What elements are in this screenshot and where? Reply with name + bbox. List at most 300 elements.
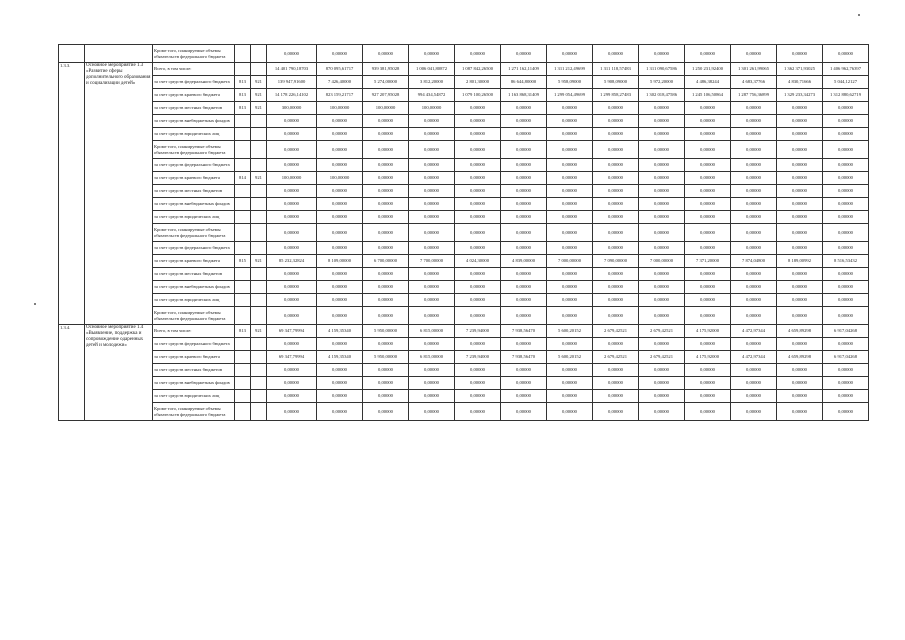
amount-cell: 0,00000 <box>823 268 869 281</box>
table-row <box>59 307 869 325</box>
amount-cell: 0,00000 <box>267 159 317 172</box>
amount-cell: 0,00000 <box>731 338 777 351</box>
amount-cell: 0,00000 <box>501 159 547 172</box>
amount-cell: 0,00000 <box>267 403 317 421</box>
rz-code: 921 <box>251 325 267 338</box>
table-row <box>59 294 869 307</box>
amount-cell: 1 163 868,31409 <box>501 89 547 102</box>
amount-cell: 8 109,00000 <box>317 255 363 268</box>
amount-cell: 5 950,00000 <box>363 351 409 364</box>
amount-cell: 0,00000 <box>685 281 731 294</box>
amount-cell: 0,00000 <box>777 115 823 128</box>
amount-cell: 100,00000 <box>317 102 363 115</box>
grbs-code <box>235 242 251 255</box>
amount-cell: 2 801,30000 <box>455 76 501 89</box>
amount-cell: 0,00000 <box>455 268 501 281</box>
amount-cell: 0,00000 <box>267 294 317 307</box>
amount-cell: 0,00000 <box>593 211 639 224</box>
amount-cell: 0,00000 <box>823 45 869 63</box>
amount-cell: 0,00000 <box>823 338 869 351</box>
amount-cell: 0,00000 <box>501 390 547 403</box>
amount-cell: 0,00000 <box>731 128 777 141</box>
amount-cell: 0,00000 <box>409 141 455 159</box>
amount-cell: 0,00000 <box>639 141 685 159</box>
amount-cell: 0,00000 <box>363 294 409 307</box>
amount-cell: 0,00000 <box>455 102 501 115</box>
rz-code <box>251 281 267 294</box>
amount-cell: 0,00000 <box>593 403 639 421</box>
funding-source-label: Кроме того, планируемые объемы обязательств федерального бюджета <box>153 141 235 159</box>
amount-cell: 0,00000 <box>455 390 501 403</box>
amount-cell: 0,00000 <box>409 403 455 421</box>
amount-cell: 0,00000 <box>593 198 639 211</box>
table-row <box>59 198 869 211</box>
amount-cell: 0,00000 <box>455 224 501 242</box>
amount-cell: 1 245 106,50864 <box>685 89 731 102</box>
amount-cell: 4 024,30000 <box>455 255 501 268</box>
table-row <box>59 211 869 224</box>
amount-cell: 1 301 261,99065 <box>731 63 777 76</box>
amount-cell: 300,00000 <box>267 102 317 115</box>
amount-cell: 1 311 212,49699 <box>547 63 593 76</box>
amount-cell: 0,00000 <box>363 159 409 172</box>
amount-cell: 0,00000 <box>777 45 823 63</box>
grbs-code <box>235 141 251 159</box>
amount-cell: 994 434,54872 <box>409 89 455 102</box>
table-row <box>59 364 869 377</box>
amount-cell: 0,00000 <box>267 45 317 63</box>
rz-code <box>251 198 267 211</box>
amount-cell: 4 472,97344 <box>731 325 777 338</box>
table-row <box>59 185 869 198</box>
amount-cell: 69 347,79994 <box>267 351 317 364</box>
amount-cell: 4 159,35340 <box>317 351 363 364</box>
amount-cell: 0,00000 <box>777 268 823 281</box>
amount-cell: 0,00000 <box>455 115 501 128</box>
grbs-code <box>235 281 251 294</box>
amount-cell: 0,00000 <box>501 198 547 211</box>
amount-cell: 0,00000 <box>409 268 455 281</box>
scan-speck <box>34 303 36 305</box>
rz-code <box>251 338 267 351</box>
grbs-code <box>235 307 251 325</box>
amount-cell: 0,00000 <box>547 224 593 242</box>
rz-code <box>251 294 267 307</box>
amount-cell: 1 299 858,27483 <box>593 89 639 102</box>
amount-cell: 0,00000 <box>363 242 409 255</box>
amount-cell: 0,00000 <box>777 198 823 211</box>
grbs-code <box>235 198 251 211</box>
amount-cell: 0,00000 <box>639 294 685 307</box>
rz-code <box>251 307 267 325</box>
amount-cell: 0,00000 <box>731 185 777 198</box>
funding-source-label: Кроме того, планируемые объемы обязательств федерального бюджета <box>153 307 235 325</box>
grbs-code <box>235 115 251 128</box>
amount-cell: 0,00000 <box>317 141 363 159</box>
amount-cell: 0,00000 <box>639 45 685 63</box>
amount-cell: 0,00000 <box>455 364 501 377</box>
amount-cell: 0,00000 <box>455 159 501 172</box>
table-row <box>59 45 869 63</box>
amount-cell: 5 972,20000 <box>639 76 685 89</box>
amount-cell: 0,00000 <box>731 211 777 224</box>
amount-cell: 0,00000 <box>639 172 685 185</box>
amount-cell: 0,00000 <box>317 198 363 211</box>
amount-cell: 0,00000 <box>317 268 363 281</box>
table-row <box>59 141 869 159</box>
amount-cell: 6 917,04268 <box>823 325 869 338</box>
grbs-code <box>235 268 251 281</box>
amount-cell: 0,00000 <box>685 242 731 255</box>
amount-cell: 0,00000 <box>823 390 869 403</box>
amount-cell: 0,00000 <box>363 141 409 159</box>
amount-cell: 0,00000 <box>823 198 869 211</box>
amount-cell: 0,00000 <box>267 377 317 390</box>
amount-cell: 0,00000 <box>547 268 593 281</box>
amount-cell: 4 159,35340 <box>317 325 363 338</box>
amount-cell: 0,00000 <box>547 294 593 307</box>
amount-cell: 0,00000 <box>731 390 777 403</box>
amount-cell: 7 371,20000 <box>685 255 731 268</box>
amount-cell: 7 938,56470 <box>501 325 547 338</box>
amount-cell: 0,00000 <box>547 211 593 224</box>
amount-cell: 0,00000 <box>823 115 869 128</box>
amount-cell: 0,00000 <box>317 403 363 421</box>
amount-cell: 0,00000 <box>823 185 869 198</box>
rz-code <box>251 403 267 421</box>
rz-code <box>251 115 267 128</box>
amount-cell: 0,00000 <box>547 364 593 377</box>
amount-cell: 0,00000 <box>547 172 593 185</box>
amount-cell: 0,00000 <box>593 281 639 294</box>
amount-cell: 823 159,21717 <box>317 89 363 102</box>
grbs-code <box>235 211 251 224</box>
amount-cell: 0,00000 <box>685 307 731 325</box>
amount-cell: 0,00000 <box>823 128 869 141</box>
amount-cell: 0,00000 <box>547 185 593 198</box>
amount-cell: 0,00000 <box>593 172 639 185</box>
amount-cell: 0,00000 <box>363 224 409 242</box>
funding-source-label: за счет средств юридических лиц <box>153 128 235 141</box>
rz-code: 921 <box>251 76 267 89</box>
amount-cell: 0,00000 <box>363 211 409 224</box>
amount-cell: 0,00000 <box>317 307 363 325</box>
amount-cell: 0,00000 <box>731 403 777 421</box>
funding-source-label: за счет средств федерального бюджета <box>153 242 235 255</box>
amount-cell: 0,00000 <box>267 338 317 351</box>
amount-cell: 0,00000 <box>823 141 869 159</box>
amount-cell: 0,00000 <box>267 364 317 377</box>
grbs-code <box>235 185 251 198</box>
amount-cell: 7 239,94000 <box>455 325 501 338</box>
amount-cell: 0,00000 <box>409 377 455 390</box>
amount-cell: 5 274,00000 <box>363 76 409 89</box>
amount-cell: 0,00000 <box>823 159 869 172</box>
amount-cell: 0,00000 <box>685 377 731 390</box>
amount-cell: 0,00000 <box>731 159 777 172</box>
amount-cell: 5 600,20152 <box>547 351 593 364</box>
amount-cell: 0,00000 <box>409 128 455 141</box>
amount-cell: 0,00000 <box>685 128 731 141</box>
amount-cell: 0,00000 <box>409 172 455 185</box>
amount-cell: 0,00000 <box>501 281 547 294</box>
amount-cell: 1 271 162,11409 <box>501 63 547 76</box>
amount-cell: 2 679,42521 <box>593 325 639 338</box>
funding-source-label: за счет средств юридических лиц <box>153 390 235 403</box>
amount-cell: 2 679,42521 <box>639 325 685 338</box>
amount-cell: 0,00000 <box>547 102 593 115</box>
amount-cell: 0,00000 <box>501 141 547 159</box>
amount-cell: 0,00000 <box>639 159 685 172</box>
table-row <box>59 159 869 172</box>
amount-cell: 0,00000 <box>267 242 317 255</box>
amount-cell: 0,00000 <box>639 377 685 390</box>
amount-cell: 4 683,37766 <box>731 76 777 89</box>
amount-cell: 0,00000 <box>455 172 501 185</box>
amount-cell: 0,00000 <box>731 268 777 281</box>
table-row <box>59 338 869 351</box>
amount-cell: 0,00000 <box>455 403 501 421</box>
grbs-code <box>235 128 251 141</box>
amount-cell: 0,00000 <box>455 185 501 198</box>
amount-cell: 0,00000 <box>823 403 869 421</box>
amount-cell: 0,00000 <box>731 307 777 325</box>
amount-cell: 0,00000 <box>501 307 547 325</box>
amount-cell: 0,00000 <box>777 281 823 294</box>
amount-cell: 0,00000 <box>685 294 731 307</box>
amount-cell: 0,00000 <box>777 224 823 242</box>
grbs-code: 815 <box>235 255 251 268</box>
amount-cell: 0,00000 <box>685 172 731 185</box>
amount-cell: 14 178 226,14102 <box>267 89 317 102</box>
amount-cell: 0,00000 <box>409 294 455 307</box>
amount-cell: 0,00000 <box>409 211 455 224</box>
funding-source-label: за счет средств юридических лиц <box>153 294 235 307</box>
amount-cell: 0,00000 <box>501 294 547 307</box>
grbs-code <box>235 390 251 403</box>
amount-cell: 0,00000 <box>823 211 869 224</box>
activity-name <box>85 45 153 63</box>
budget-table <box>58 44 869 421</box>
amount-cell: 0,00000 <box>547 390 593 403</box>
amount-cell: 0,00000 <box>731 294 777 307</box>
amount-cell: 0,00000 <box>731 377 777 390</box>
grbs-code <box>235 159 251 172</box>
amount-cell: 0,00000 <box>409 364 455 377</box>
amount-cell: 0,00000 <box>501 268 547 281</box>
amount-cell: 0,00000 <box>731 172 777 185</box>
funding-source-label: за счет средств местных бюджетов <box>153 364 235 377</box>
table-row <box>59 63 869 76</box>
rz-code <box>251 377 267 390</box>
funding-source-label: за счет средств местных бюджетов <box>153 185 235 198</box>
amount-cell: 0,00000 <box>731 364 777 377</box>
amount-cell: 0,00000 <box>777 390 823 403</box>
amount-cell: 100,00000 <box>267 172 317 185</box>
amount-cell: 0,00000 <box>593 224 639 242</box>
amount-cell: 6 700,00000 <box>363 255 409 268</box>
amount-cell: 0,00000 <box>547 128 593 141</box>
amount-cell: 0,00000 <box>731 242 777 255</box>
table-row <box>59 377 869 390</box>
amount-cell: 0,00000 <box>455 128 501 141</box>
amount-cell: 0,00000 <box>501 403 547 421</box>
amount-cell: 0,00000 <box>363 390 409 403</box>
amount-cell: 0,00000 <box>409 45 455 63</box>
amount-cell: 0,00000 <box>685 115 731 128</box>
rz-code <box>251 351 267 364</box>
amount-cell: 0,00000 <box>317 338 363 351</box>
funding-source-label: за счет средств местных бюджетов <box>153 102 235 115</box>
amount-cell: 870 095,61717 <box>317 63 363 76</box>
amount-cell: 0,00000 <box>363 364 409 377</box>
amount-cell: 0,00000 <box>547 281 593 294</box>
amount-cell: 1 311 118,57483 <box>593 63 639 76</box>
amount-cell: 1 406 962,76397 <box>823 63 869 76</box>
amount-cell: 4 830,71666 <box>777 76 823 89</box>
amount-cell: 0,00000 <box>363 115 409 128</box>
funding-source-label: Кроме того, планируемые объемы обязательств федерального бюджета <box>153 403 235 421</box>
amount-cell: 4 472,97344 <box>731 351 777 364</box>
grbs-code <box>235 377 251 390</box>
amount-cell: 6 917,04268 <box>823 351 869 364</box>
amount-cell: 0,00000 <box>363 281 409 294</box>
amount-cell: 86 644,80000 <box>501 76 547 89</box>
amount-cell: 7 000,00000 <box>547 255 593 268</box>
amount-cell: 0,00000 <box>267 390 317 403</box>
amount-cell: 0,00000 <box>409 390 455 403</box>
amount-cell: 0,00000 <box>363 307 409 325</box>
amount-cell: 0,00000 <box>823 224 869 242</box>
grbs-code <box>235 294 251 307</box>
amount-cell: 0,00000 <box>777 185 823 198</box>
amount-cell: 0,00000 <box>777 364 823 377</box>
amount-cell: 0,00000 <box>777 102 823 115</box>
funding-source-label: Всего, в том числе: <box>153 63 235 76</box>
amount-cell: 0,00000 <box>455 211 501 224</box>
amount-cell: 4 175,92000 <box>685 325 731 338</box>
amount-cell: 0,00000 <box>639 102 685 115</box>
amount-cell: 0,00000 <box>685 185 731 198</box>
amount-cell: 0,00000 <box>455 338 501 351</box>
rz-code: 921 <box>251 102 267 115</box>
amount-cell: 0,00000 <box>267 268 317 281</box>
amount-cell: 0,00000 <box>823 281 869 294</box>
funding-source-label: за счет средств внебюджетных фондов <box>153 377 235 390</box>
amount-cell: 4 659,89298 <box>777 325 823 338</box>
amount-cell: 0,00000 <box>593 45 639 63</box>
amount-cell: 0,00000 <box>731 115 777 128</box>
amount-cell: 927 207,95028 <box>363 89 409 102</box>
amount-cell: 0,00000 <box>593 159 639 172</box>
amount-cell: 0,00000 <box>823 307 869 325</box>
rz-code <box>251 211 267 224</box>
amount-cell: 0,00000 <box>685 102 731 115</box>
activity-code: 1.3.4. <box>59 325 85 421</box>
amount-cell: 0,00000 <box>455 45 501 63</box>
amount-cell: 0,00000 <box>823 102 869 115</box>
table-row <box>59 390 869 403</box>
activity-name: Основное мероприятие 1.4 «Выявление, поддержка и сопровождение одаренных детей и молодежи» <box>85 325 153 421</box>
amount-cell: 100,00000 <box>317 172 363 185</box>
grbs-code <box>235 224 251 242</box>
amount-cell: 0,00000 <box>317 159 363 172</box>
amount-cell: 0,00000 <box>639 364 685 377</box>
grbs-code <box>235 403 251 421</box>
amount-cell: 7 000,00000 <box>639 255 685 268</box>
amount-cell: 0,00000 <box>777 307 823 325</box>
amount-cell: 0,00000 <box>409 281 455 294</box>
rz-code <box>251 128 267 141</box>
funding-source-label: за счет средств краевого бюджета <box>153 172 235 185</box>
amount-cell: 0,00000 <box>501 242 547 255</box>
amount-cell: 0,00000 <box>317 390 363 403</box>
amount-cell: 0,00000 <box>639 211 685 224</box>
amount-cell: 0,00000 <box>363 45 409 63</box>
funding-source-label: за счет средств краевого бюджета <box>153 89 235 102</box>
amount-cell: 0,00000 <box>547 242 593 255</box>
funding-source-label: за счет средств местных бюджетов <box>153 268 235 281</box>
grbs-code: 814 <box>235 172 251 185</box>
amount-cell: 85 232,32824 <box>267 255 317 268</box>
activity-name: Основное мероприятие 1.3 «Развитие сферы дополнительного образования и социализации детей» <box>85 63 153 325</box>
amount-cell: 0,00000 <box>639 185 685 198</box>
amount-cell: 0,00000 <box>267 224 317 242</box>
amount-cell: 0,00000 <box>501 45 547 63</box>
amount-cell: 939 381,95028 <box>363 63 409 76</box>
amount-cell: 7 874,04800 <box>731 255 777 268</box>
amount-cell: 5 950,00000 <box>363 325 409 338</box>
amount-cell: 7 239,94000 <box>455 351 501 364</box>
amount-cell: 0,00000 <box>685 211 731 224</box>
table-row <box>59 102 869 115</box>
amount-cell: 0,00000 <box>455 242 501 255</box>
amount-cell: 0,00000 <box>685 159 731 172</box>
amount-cell: 0,00000 <box>593 364 639 377</box>
amount-cell: 0,00000 <box>777 294 823 307</box>
amount-cell: 4 175,92000 <box>685 351 731 364</box>
amount-cell: 0,00000 <box>317 242 363 255</box>
amount-cell: 1 250 231,92400 <box>685 63 731 76</box>
table-row <box>59 255 869 268</box>
amount-cell: 6 815,00000 <box>409 325 455 338</box>
amount-cell: 0,00000 <box>823 364 869 377</box>
amount-cell: 0,00000 <box>547 159 593 172</box>
amount-cell: 0,00000 <box>685 198 731 211</box>
table-row <box>59 115 869 128</box>
rz-code <box>251 185 267 198</box>
amount-cell: 0,00000 <box>501 102 547 115</box>
amount-cell: 0,00000 <box>639 338 685 351</box>
activity-code <box>59 45 85 63</box>
table-row <box>59 403 869 421</box>
amount-cell: 0,00000 <box>731 141 777 159</box>
amount-cell: 0,00000 <box>363 172 409 185</box>
table-row <box>59 268 869 281</box>
funding-source-label: за счет средств внебюджетных фондов <box>153 281 235 294</box>
amount-cell: 0,00000 <box>685 45 731 63</box>
amount-cell: 14 401 790,18703 <box>267 63 317 76</box>
rz-code <box>251 390 267 403</box>
grbs-code <box>235 338 251 351</box>
funding-source-label: за счет средств федерального бюджета <box>153 159 235 172</box>
funding-source-label: за счет средств юридических лиц <box>153 211 235 224</box>
table-row <box>59 172 869 185</box>
amount-cell: 0,00000 <box>317 377 363 390</box>
amount-cell: 0,00000 <box>593 115 639 128</box>
grbs-code <box>235 351 251 364</box>
amount-cell: 0,00000 <box>639 281 685 294</box>
